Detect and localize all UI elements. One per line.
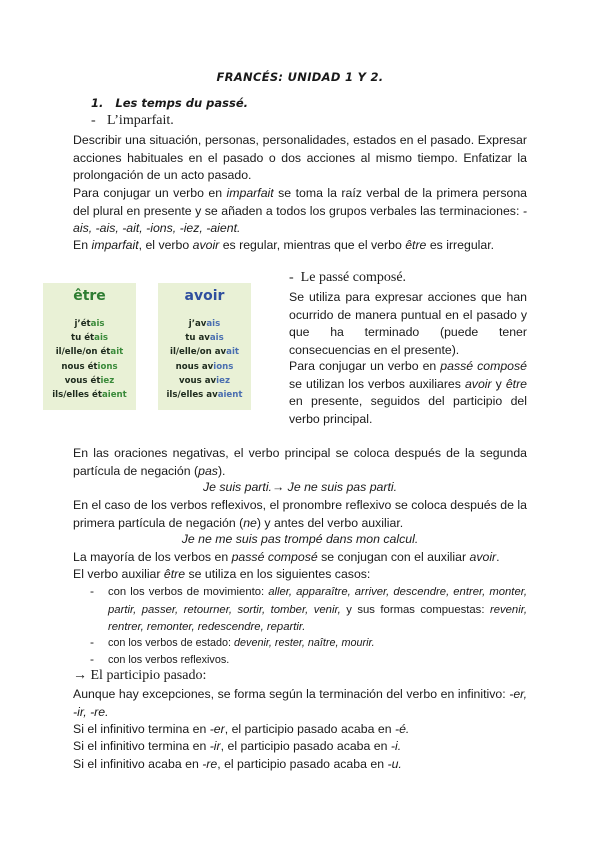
example-1 xyxy=(73,479,527,497)
avoir-verb-title: avoir xyxy=(184,288,225,304)
bullet-reflexivos: con los verbos reflexivos. xyxy=(108,654,230,666)
bullet-dash: - xyxy=(90,635,94,649)
participio-rule-er xyxy=(73,721,527,739)
imparfait-paragraph-3 xyxy=(73,237,527,255)
text-run: y sus formas compuestas: xyxy=(340,603,490,616)
ending: ais xyxy=(94,333,109,344)
text-run: ) y antes del verbo auxiliar. xyxy=(256,515,404,530)
text-run: En el caso de los verbos reflexivos, el pronombre reflexivo se coloca después de la primera partícula de negación ( xyxy=(73,498,527,530)
term-avoir: avoir xyxy=(469,550,497,564)
text-run: . xyxy=(496,550,500,564)
text-run: se conjugan con el auxiliar xyxy=(317,550,470,564)
conjugation-row xyxy=(158,317,251,331)
stem: j’av xyxy=(188,319,207,329)
text-run: , el participio pasado acaba en xyxy=(217,757,388,771)
stem: tu ét xyxy=(70,333,95,344)
text-run: se toma la raíz verbal de la primera persona del plural en presente y se añaden a todos los grupos verbales las terminaciones: xyxy=(73,186,528,218)
term-etre: être xyxy=(405,238,427,252)
endings-list: -ais, -ais, -ait, -ions, -iez, -aient. xyxy=(73,203,527,235)
text-run: Si el infinitivo termina en xyxy=(73,739,210,753)
participio-rule-ir xyxy=(73,738,527,756)
verbs-list: aller, apparaître, arriver, descendre, entrer, monter, partir, passer, retourner, sortir, tomber, venir, xyxy=(108,586,527,616)
text-run: Si el infinitivo acaba en xyxy=(73,757,203,771)
ending: -é. xyxy=(394,722,410,736)
text-run: , el verbo xyxy=(138,238,193,252)
text-run: La mayoría de los verbos en xyxy=(73,550,232,564)
participio-rule-re xyxy=(73,756,527,774)
text-run: en presente, seguidos del participio del verbo principal. xyxy=(289,394,527,426)
ending: ais xyxy=(206,319,221,329)
participio-paragraph xyxy=(73,686,527,721)
bullet-movimiento xyxy=(108,584,527,637)
conjugation-row xyxy=(43,360,136,374)
negativas-paragraph xyxy=(73,445,527,480)
text-run: Aunque hay excepciones, se forma según la terminación del verbo en infinitivo: xyxy=(73,687,510,701)
stem: ils/elles ét xyxy=(52,390,102,401)
section-heading-temps-passe xyxy=(91,96,248,110)
reflexivos-paragraph xyxy=(73,497,527,532)
ending: ait xyxy=(226,347,239,358)
text-run: con los verbos de movimiento: xyxy=(108,586,269,598)
text-run: Si el infinitivo termina en xyxy=(73,722,210,736)
ending: ait xyxy=(110,347,124,358)
text-run: , el participio pasado acaba en xyxy=(220,739,391,753)
conjugation-row xyxy=(43,331,136,345)
term-ne: ne xyxy=(243,515,257,530)
term-etre: être xyxy=(505,376,528,391)
text-run: es regular, mientras que el verbo xyxy=(219,238,406,252)
section-label: Les temps du passé. xyxy=(115,96,248,110)
text-run: , el participio pasado acaba en xyxy=(224,722,395,736)
bullet-dash: - xyxy=(90,652,94,666)
verbs-list: revenir, rentrer, remonter, redescendre, repartir. xyxy=(108,603,527,633)
term-passe-compose: passé composé xyxy=(440,359,527,373)
participio-heading: → El participio pasado: xyxy=(73,668,207,683)
text-run: El verbo auxiliar xyxy=(73,567,164,581)
ending: aient xyxy=(217,390,243,401)
text-run: Para conjugar un verbo en xyxy=(73,186,227,200)
conjugation-row xyxy=(43,388,136,402)
avoir-conjugation-box xyxy=(158,283,251,410)
ending: -i. xyxy=(390,739,402,753)
term-avoir: avoir xyxy=(464,376,492,391)
example-text: Je suis parti.→ Je ne suis pas parti. xyxy=(202,480,398,494)
ending: ais xyxy=(209,333,224,344)
endings-list: -er, -ir, -re. xyxy=(73,687,527,719)
example-2 xyxy=(73,531,527,549)
ending: ais xyxy=(90,319,105,329)
term-passe-compose: passé composé xyxy=(231,550,318,564)
ending: -u. xyxy=(387,757,402,771)
section-number: 1. xyxy=(91,96,104,110)
verbs-list: devenir, rester, naître, mourir. xyxy=(234,637,375,649)
stem: vous av xyxy=(179,375,217,386)
stem: ils/elles av xyxy=(166,390,218,401)
text-run: Para conjugar un verbo en xyxy=(289,359,441,373)
conjugation-row xyxy=(43,317,136,331)
passe-compose-heading xyxy=(289,270,406,286)
term-pas: pas xyxy=(198,463,218,478)
ending: aient xyxy=(101,390,127,401)
ending: iez xyxy=(216,375,230,386)
ending: -er xyxy=(209,722,225,736)
imparfait-heading xyxy=(91,113,174,129)
bullet-dash: - xyxy=(90,584,94,598)
text-run: En xyxy=(73,238,92,252)
dash-marker: - xyxy=(91,113,96,128)
term-avoir: avoir xyxy=(192,238,220,252)
avoir-usage-paragraph xyxy=(73,549,527,567)
stem: nous av xyxy=(175,361,214,372)
ending: iez xyxy=(100,375,115,386)
conjugation-row xyxy=(43,345,136,359)
imparfait-title: L’imparfait. xyxy=(107,113,174,128)
etre-verb-title: être xyxy=(73,288,106,304)
text-run: es irregular. xyxy=(426,238,495,252)
text-run: En las oraciones negativas, el verbo principal se coloca después de la segunda partícula de negación ( xyxy=(73,446,527,478)
etre-usage-paragraph xyxy=(73,566,527,584)
etre-conjugation-box xyxy=(43,283,136,410)
conjugation-row xyxy=(158,331,251,345)
imparfait-paragraph-1: Describir una situación, personas, personalidades, estados en el pasado. Expresar acciones habituales en el pasado o dos acciones al mismo tiempo. Enfatizar la prolongación de un acto pasado. xyxy=(73,133,527,182)
text-run: se utiliza en los siguientes casos: xyxy=(185,567,371,581)
example-text: Je ne me suis pas trompé dans mon calcul. xyxy=(181,532,419,546)
conjugation-row xyxy=(158,388,251,402)
dash-marker: - xyxy=(289,270,294,285)
ending: -ir xyxy=(209,739,221,753)
conjugation-row xyxy=(43,374,136,388)
term-imparfait: imparfait xyxy=(226,186,274,200)
conjugation-row xyxy=(158,360,251,374)
conjugation-row xyxy=(158,345,251,359)
stem: tu av xyxy=(185,333,210,344)
text-run: ). xyxy=(217,463,226,478)
ending: -re xyxy=(202,757,218,771)
ending: ions xyxy=(213,361,234,372)
passe-compose-title: Le passé composé. xyxy=(300,270,407,285)
text-run: y xyxy=(491,376,506,391)
text-run: con los verbos de estado: xyxy=(108,637,235,649)
stem: il/elle/on av xyxy=(170,347,227,358)
bullet-estado xyxy=(108,635,527,653)
passe-compose-paragraph-1: Se utiliza para expresar acciones que han ocurrido de manera puntual en el pasado y que ha terminado (puede tener consecuencias en el presente). xyxy=(289,290,527,357)
passe-compose-paragraph-2 xyxy=(289,358,527,428)
stem: nous ét xyxy=(61,361,98,372)
conjugation-row xyxy=(158,374,251,388)
stem: vous ét xyxy=(64,375,101,386)
term-etre: être xyxy=(163,567,186,581)
ending: ions xyxy=(97,361,118,372)
text-run: se utilizan los verbos auxiliares xyxy=(289,376,465,391)
page-title: FRANCÉS: UNIDAD 1 Y 2. xyxy=(216,70,384,84)
stem: il/elle/on ét xyxy=(55,347,111,358)
imparfait-paragraph-2 xyxy=(73,185,527,238)
term-imparfait: imparfait xyxy=(91,238,139,252)
stem: j’ét xyxy=(74,319,91,329)
